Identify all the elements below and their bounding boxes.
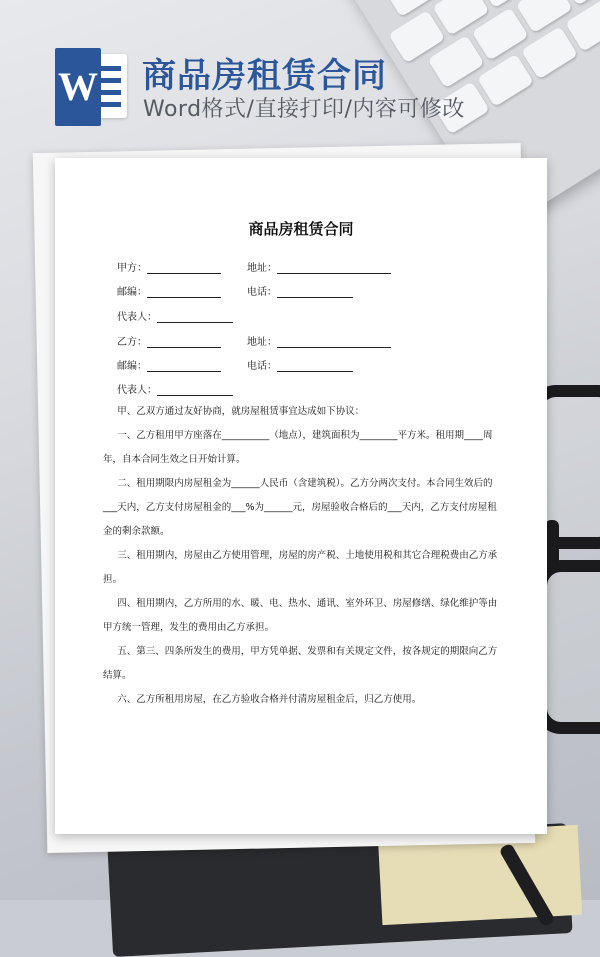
word-logo-letter: W [55,48,101,126]
party-a-row [117,259,221,273]
party-a-phone-label: 电话： [247,287,277,298]
party-a-label: 甲方： [117,263,147,274]
clause-1: 一、乙方租用甲方座落在__________（地点），建筑面积为________平方米。租用期____周年，自本合同生效之日开始计算。 [103,430,493,465]
party-a-address-row [247,259,391,273]
party-a-phone-blank [277,287,353,298]
party-b-rep-row [117,381,233,395]
clause-3: 三、租用期内，房屋由乙方使用管理，房屋的房产税、土地使用税和其它合理税费由乙方承担。 [103,550,498,585]
party-a-postcode-label: 邮编： [117,287,147,298]
contract-body [103,400,501,712]
banner-title: 商品房租赁合同 [142,56,387,96]
party-b-address-row [247,333,391,347]
clause-6: 六、乙方所租用房屋，在乙方验收合格并付清房屋租金后，归乙方使用。 [117,694,422,705]
party-b-rep-label: 代表人： [117,385,157,396]
party-b-phone-row [247,357,353,371]
party-b-row [117,333,221,347]
party-b-phone-label: 电话： [247,361,277,372]
party-b-blank [147,337,221,348]
party-b-label: 乙方： [117,337,147,348]
party-a-address-blank [277,263,391,274]
party-a-address-label: 地址： [247,263,277,274]
party-a-rep-row [117,308,233,322]
clause-4: 四、租用期内，乙方所用的水、暖、电、热水、通讯、室外环卫、房屋修缮、绿化维护等由甲方统一管理，发生的费用由乙方承担。 [103,598,498,633]
document-page [55,158,547,834]
party-a-postcode-blank [147,287,221,298]
party-a-phone-row [247,283,353,297]
clause-5: 五、第三、四条所发生的费用，甲方凭单据、发票和有关规定文件，按各规定的期限向乙方结算。 [103,646,498,681]
contract-intro: 甲、乙双方通过友好协商，就房屋租赁事宜达成如下协议： [117,406,365,417]
party-a-rep-blank [157,312,233,323]
party-b-phone-blank [277,361,353,372]
party-a-postcode-row [117,283,221,297]
word-icon [55,48,129,126]
party-a-blank [147,263,221,274]
party-a-rep-label: 代表人： [117,312,157,323]
party-b-address-blank [277,337,391,348]
party-b-postcode-row [117,357,221,371]
banner-subtitle: Word格式/直接打印/内容可修改 [143,97,465,122]
clause-2: 二、租用期限内房屋租金为______人民币（含建筑税）。乙方分两次支付。本合同生效后的___天内，乙方支付房屋租金的___%为______元，房屋验收合格后的___天内，乙方支付房屋租金的剩余款额。 [103,478,497,537]
party-b-postcode-label: 邮编： [117,361,147,372]
document-title: 商品房租赁合同 [248,220,354,238]
party-b-rep-blank [157,385,233,396]
party-b-address-label: 地址： [247,337,277,348]
party-b-postcode-blank [147,361,221,372]
glasses-bridge [545,520,559,570]
